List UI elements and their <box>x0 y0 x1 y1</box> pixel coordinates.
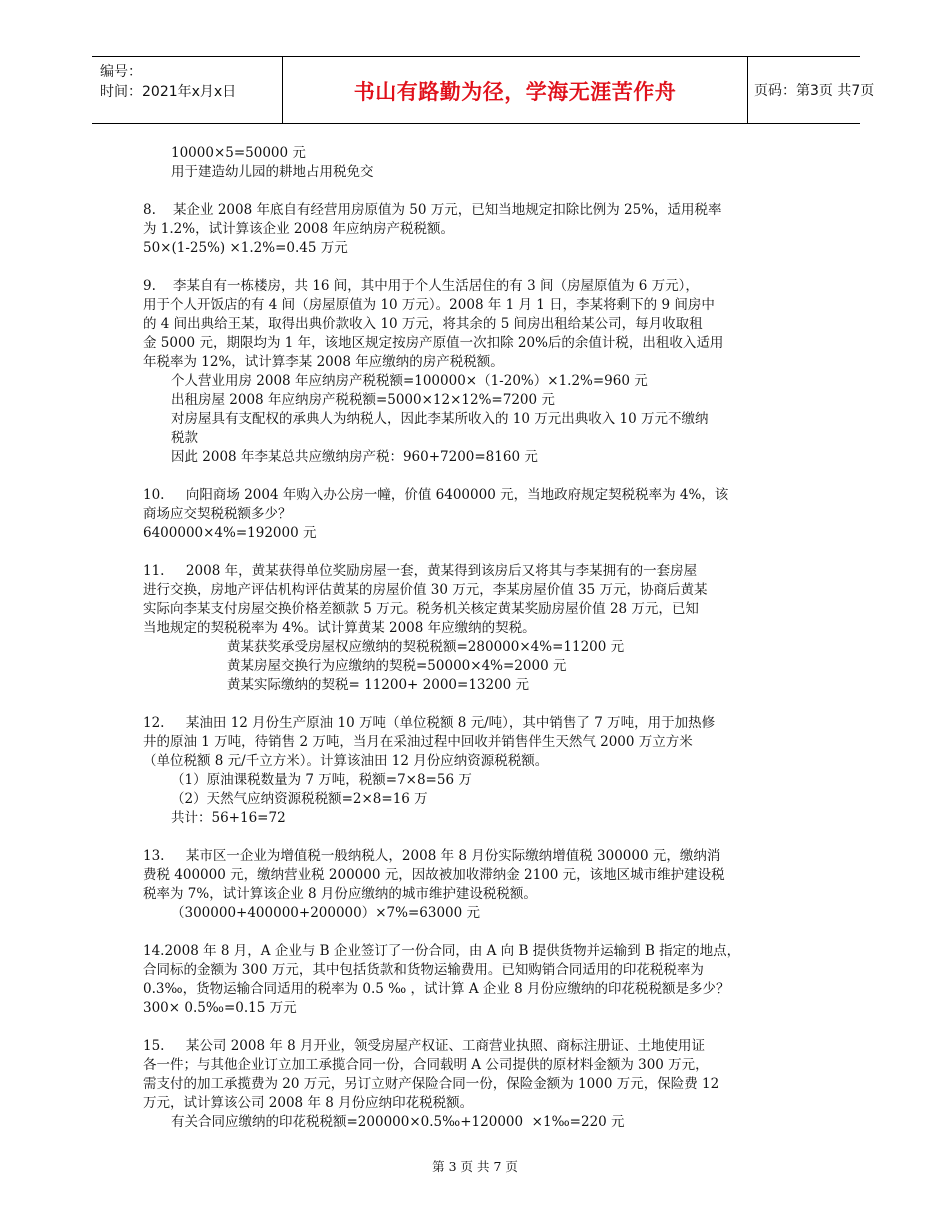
body-line: 300× 0.5‰=0.15 万元 <box>143 1000 297 1016</box>
body-line: 有关合同应缴纳的印花税税额=200000×0.5‰+120000 ×1‰=220 元 <box>171 1114 625 1130</box>
time-label: 时间：2021年x月x日 <box>100 84 237 100</box>
code-label: 编号： <box>100 64 142 80</box>
body-line: 用于建造幼儿园的耕地占用税免交 <box>171 164 374 180</box>
body-line: 0.3‰，货物运输合同适用的税率为 0.5 ‰ ，试计算 A 企业 8 月份应缴纳的印花税税额是多少？ <box>143 981 730 997</box>
page-info: 页码：第3页 共7页 <box>754 83 875 99</box>
body-line: 黄某获奖承受房屋权应缴纳的契税税额=280000×4%=11200 元 <box>227 639 625 655</box>
body-line: 黄某房屋交换行为应缴纳的契税=50000×4%=2000 元 <box>227 658 567 674</box>
header-meta <box>92 57 282 123</box>
body-line: 用于个人开饭店的有 4 间（房屋原值为 10 万元）。2008 年 1 月 1 日，李某将剩下的 9 间房中 <box>143 297 715 313</box>
body-line: 出租房屋 2008 年应纳房产税税额=5000×12×12%=7200 元 <box>171 392 555 408</box>
body-line: 个人营业用房 2008 年应纳房产税税额=100000×（1-20%）×1.2%=960 元 <box>171 373 648 389</box>
body-line: 当地规定的契税税率为 4%。试计算黄某 2008 年应缴纳的契税。 <box>143 620 536 636</box>
body-line: 10000×5=50000 元 <box>171 145 306 161</box>
body-line: 共计：56+16=72 <box>171 810 286 826</box>
body-line: 15. 某公司 2008 年 8 月开业，领受房屋产权证、工商营业执照、商标注册证、土地使用证 <box>143 1038 706 1054</box>
body-line: 12. 某油田 12 月份生产原油 10 万吨（单位税额 8 元/吨），其中销售了 7 万吨，用于加热修 <box>143 715 716 731</box>
body-line: 10. 向阳商场 2004 年购入办公房一幢，价值 6400000 元，当地政府规定契税税率为 4%，该 <box>143 487 729 503</box>
body-line: 费税 400000 元，缴纳营业税 200000 元，因故被加收滞纳金 2100 元，该地区城市维护建设税 <box>143 867 725 883</box>
body-line: 税率为 7%，试计算该企业 8 月份应缴纳的城市维护建设税税额。 <box>143 886 537 902</box>
body-line: 合同标的金额为 300 万元，其中包括货款和货物运输费用。已知购销合同适用的印花税税率为 <box>143 962 704 978</box>
body-line: （1）原油课税数量为 7 万吨，税额=7×8=56 万 <box>171 772 472 788</box>
body-line: 金 5000 元，期限均为 1 年，该地区规定按房产原值一次扣除 20%后的余值计税，出租收入适用 <box>143 335 724 351</box>
body-line: 的 4 间出典给王某，取得出典价款收入 10 万元，将其余的 5 间房出租给某公司，每月收取租 <box>143 316 703 332</box>
body-line: 8. 某企业 2008 年底自有经营用房原值为 50 万元，已知当地规定扣除比例为 25%，适用税率 <box>143 202 722 218</box>
body-line: 9. 李某自有一栋楼房，共 16 间，其中用于个人生活居住的有 3 间（房屋原值为 6 万元）， <box>143 278 699 294</box>
body-line: （300000+400000+200000）×7%=63000 元 <box>171 905 481 921</box>
body-line: 年税率为 12%，试计算李某 2008 年应缴纳的房产税税额。 <box>143 354 504 370</box>
body-line: 万元，试计算该公司 2008 年 8 月份应纳印花税税额。 <box>143 1095 474 1111</box>
header-page-cell <box>746 57 875 123</box>
body-line: 需支付的加工承揽费为 20 万元，另订立财产保险合同一份，保险金额为 1000 万元，保险费 12 <box>143 1076 720 1092</box>
page-footer: 第 3 页 共 7 页 <box>432 1159 518 1174</box>
body-line: 对房屋具有支配权的承典人为纳税人，因此李某所收入的 10 万元出典收入 10 万元不缴纳 <box>171 411 709 427</box>
body-line: 税款 <box>171 430 198 446</box>
page-header <box>92 56 875 124</box>
body-line: 50×(1-25%) ×1.2%=0.45 万元 <box>143 240 348 256</box>
body-line: 6400000×4%=192000 元 <box>143 525 317 541</box>
body-line: 为 1.2%，试计算该企业 2008 年应纳房产税税额。 <box>143 221 455 237</box>
body-line: 11. 2008 年，黄某获得单位奖励房屋一套，黄某得到该房后又将其与李某拥有的一套房屋 <box>143 563 698 579</box>
body-line: 井的原油 1 万吨，待销售 2 万吨，当月在采油过程中回收并销售伴生天然气 2000 万立方米 <box>143 734 693 750</box>
body-line: 黄某实际缴纳的契税= 11200+ 2000=13200 元 <box>227 677 530 693</box>
body-line: 商场应交契税税额多少？ <box>143 506 292 522</box>
body-line: 14.2008 年 8 月，A 企业与 B 企业签订了一份合同，由 A 向 B 提供货物并运输到 B 指定的地点， <box>143 943 741 959</box>
body-line: 实际向李某支付房屋交换价格差额款 5 万元。税务机关核定黄某奖励房屋价值 28 万元，已知 <box>143 601 699 617</box>
body-line: 进行交换，房地产评估机构评估黄某的房屋价值 30 万元，李某房屋价值 35 万元，协商后黄某 <box>143 582 708 598</box>
body-line: 因此 2008 年李某总共应缴纳房产税：960+7200=8160 元 <box>171 449 538 465</box>
body-line: （2）天然气应纳资源税税额=2×8=16 万 <box>171 791 428 807</box>
motto: 书山有路勤为径，学海无涯苦作舟 <box>353 80 677 104</box>
body-line: 各一件；与其他企业订立加工承揽合同一份，合同载明 A 公司提供的原材料金额为 300 万元， <box>143 1057 709 1073</box>
body-line: 13. 某市区一企业为增值税一般纳税人，2008 年 8 月份实际缴纳增值税 300000 元，缴纳消 <box>143 848 721 864</box>
body-line: （单位税额 8 元/千立方米）。计算该油田 12 月份应纳资源税税额。 <box>143 753 549 769</box>
header-motto-cell <box>282 57 748 123</box>
